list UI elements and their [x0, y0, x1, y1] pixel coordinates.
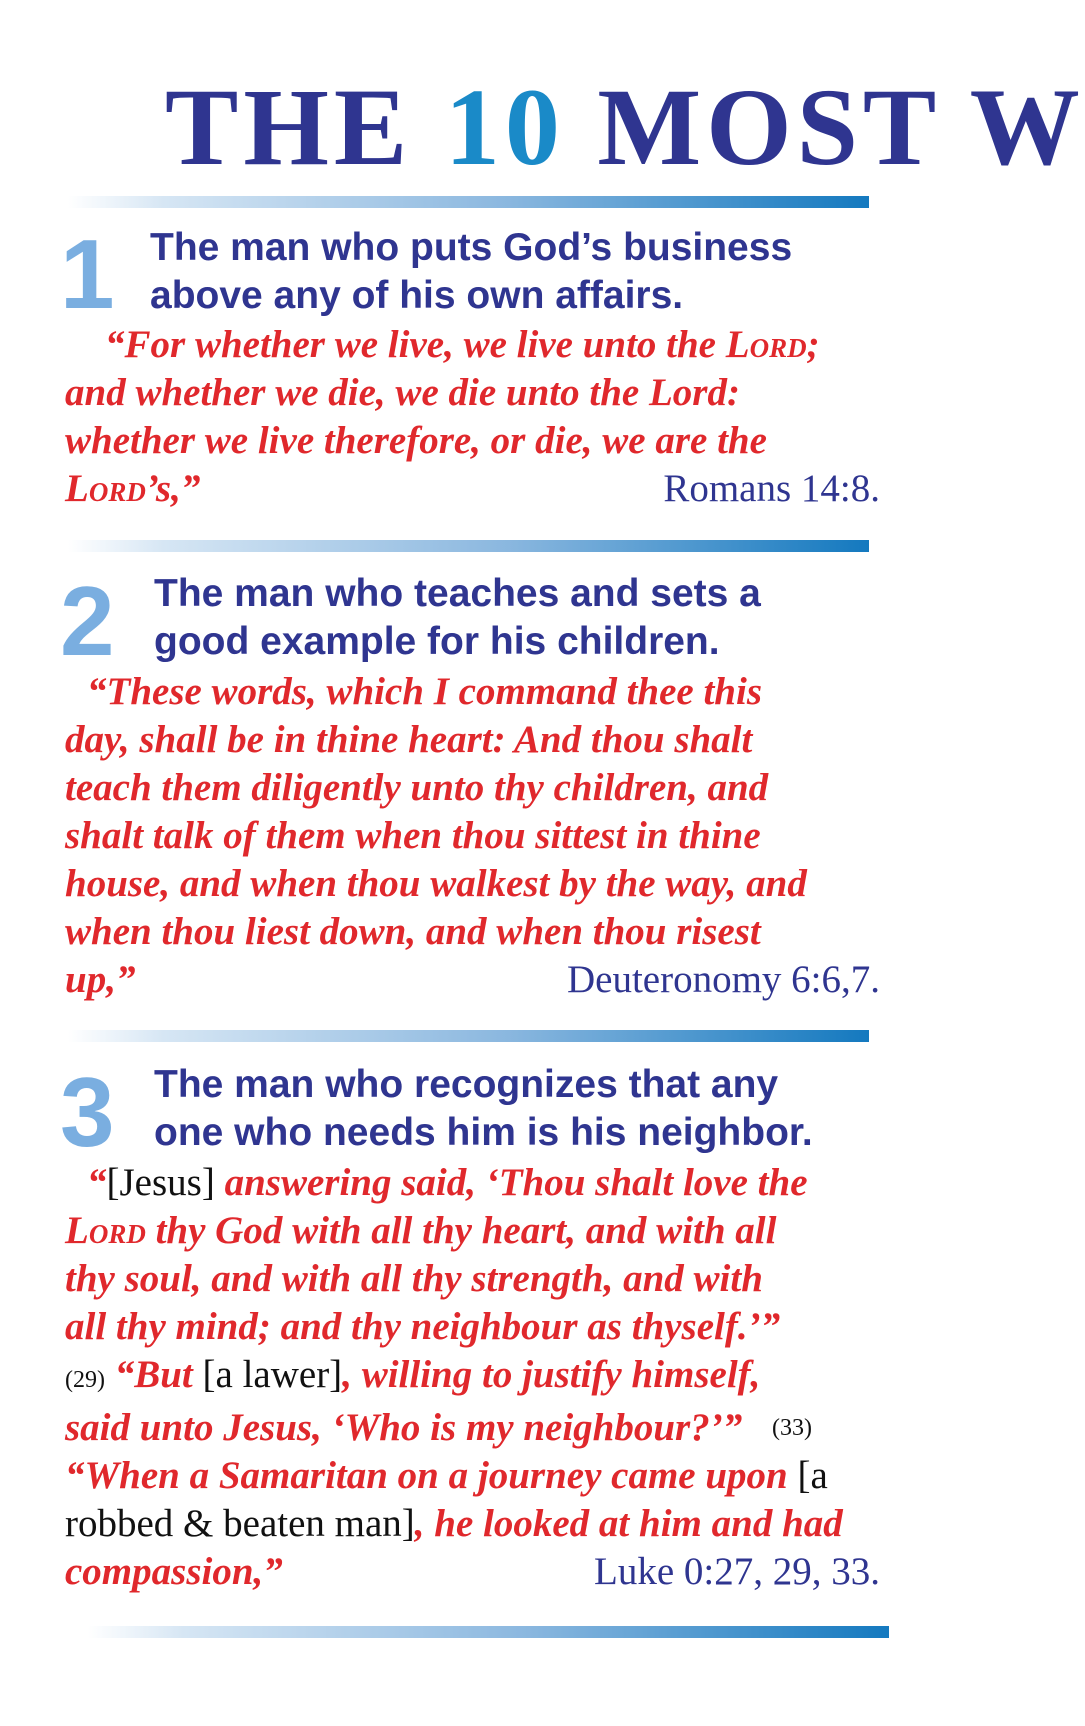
page-title [165, 66, 1085, 188]
item-heading-3 [154, 1061, 813, 1157]
verse-line [65, 1404, 880, 1452]
verse-text: answering said, ‘Thou shalt love the [214, 1161, 808, 1204]
item-number-1: 1 [60, 219, 115, 329]
heading-line: The man who teaches and sets a [154, 572, 761, 615]
heading-line: above any of his own affairs. [150, 274, 684, 317]
verse-line [65, 1207, 880, 1255]
bracket-insertion: [a [797, 1454, 828, 1497]
title-prefix: THE [165, 66, 445, 188]
divider-rule-bottom [88, 1626, 889, 1638]
verse-line [65, 1351, 880, 1404]
item-heading-1 [150, 224, 792, 320]
verse-text: compassion,” [65, 1550, 283, 1593]
verse-line [65, 1452, 880, 1500]
verse-text: , he looked at him and had [414, 1502, 843, 1545]
item-number-2: 2 [60, 566, 115, 676]
verse-line [65, 956, 880, 1004]
verse-line [65, 465, 880, 513]
bracket-insertion: [a lawer] [202, 1353, 343, 1396]
scripture-reference: Deuteronomy 6:6,7. [566, 958, 880, 1001]
item-heading-2 [154, 570, 761, 666]
verse-text: up,” [65, 958, 136, 1001]
verse-line: all thy mind; and thy neighbour as thyself.’” [65, 1305, 781, 1348]
verse-number: (29) [65, 1367, 105, 1393]
bracket-insertion: [Jesus] [106, 1161, 215, 1204]
divider-rule-top [68, 196, 869, 208]
verse-text: ; [806, 323, 820, 366]
item-verse-2 [65, 668, 880, 1004]
verse-line [65, 1159, 880, 1207]
verse-line: whether we live therefore, or die, we are the [65, 419, 767, 462]
verse-line: “These words, which I command thee this [87, 670, 762, 713]
verse-line: when thou liest down, and when thou risest [65, 910, 761, 953]
scripture-reference: Romans 14:8. [663, 467, 880, 510]
verse-text: “For whether we live, we live unto the [105, 323, 726, 366]
small-caps-lord: Lord [65, 1209, 146, 1252]
small-caps-lord: Lord [725, 323, 807, 366]
heading-line: The man who puts God’s business [150, 226, 793, 269]
item-verse-1 [65, 321, 880, 513]
verse-line: shalt talk of them when thou sittest in thine [65, 814, 761, 857]
verse-line [65, 321, 880, 369]
verse-line [65, 1548, 880, 1596]
small-caps-lord: Lord [65, 467, 146, 510]
heading-line: The man who recognizes that any [154, 1063, 779, 1106]
verse-line: house, and when thou walkest by the way, and [65, 862, 807, 905]
verse-text: said unto Jesus, ‘Who is my neighbour?’” [65, 1406, 743, 1449]
verse-text: ’s,” [145, 467, 201, 510]
verse-text: “But [104, 1353, 203, 1396]
verse-text: thy God with all thy heart, and with all [145, 1209, 777, 1252]
divider-rule [68, 540, 869, 552]
heading-line: one who needs him is his neighbor. [154, 1111, 813, 1154]
verse-text: , willing to justify himself, [342, 1353, 761, 1396]
verse-line [65, 1500, 880, 1548]
title-number: 10 [444, 66, 565, 188]
verse-number: (33) [772, 1415, 812, 1441]
heading-line: good example for his children. [154, 620, 720, 663]
verse-text: “When a Samaritan on a journey came upon [65, 1454, 798, 1497]
verse-line: and whether we die, we die unto the Lord: [65, 371, 740, 414]
item-verse-3 [65, 1159, 880, 1596]
title-suffix: MOST W [564, 66, 1085, 188]
divider-rule [68, 1030, 869, 1042]
scripture-reference: Luke 0:27, 29, 33. [594, 1550, 880, 1593]
verse-text: “ [87, 1161, 107, 1204]
bracket-insertion: robbed & beaten man] [65, 1502, 415, 1545]
verse-line: thy soul, and with all thy strength, and with [65, 1257, 763, 1300]
item-number-3: 3 [60, 1057, 115, 1167]
verse-line: teach them diligently unto thy children, and [65, 766, 769, 809]
verse-line: day, shall be in thine heart: And thou shalt [65, 718, 753, 761]
